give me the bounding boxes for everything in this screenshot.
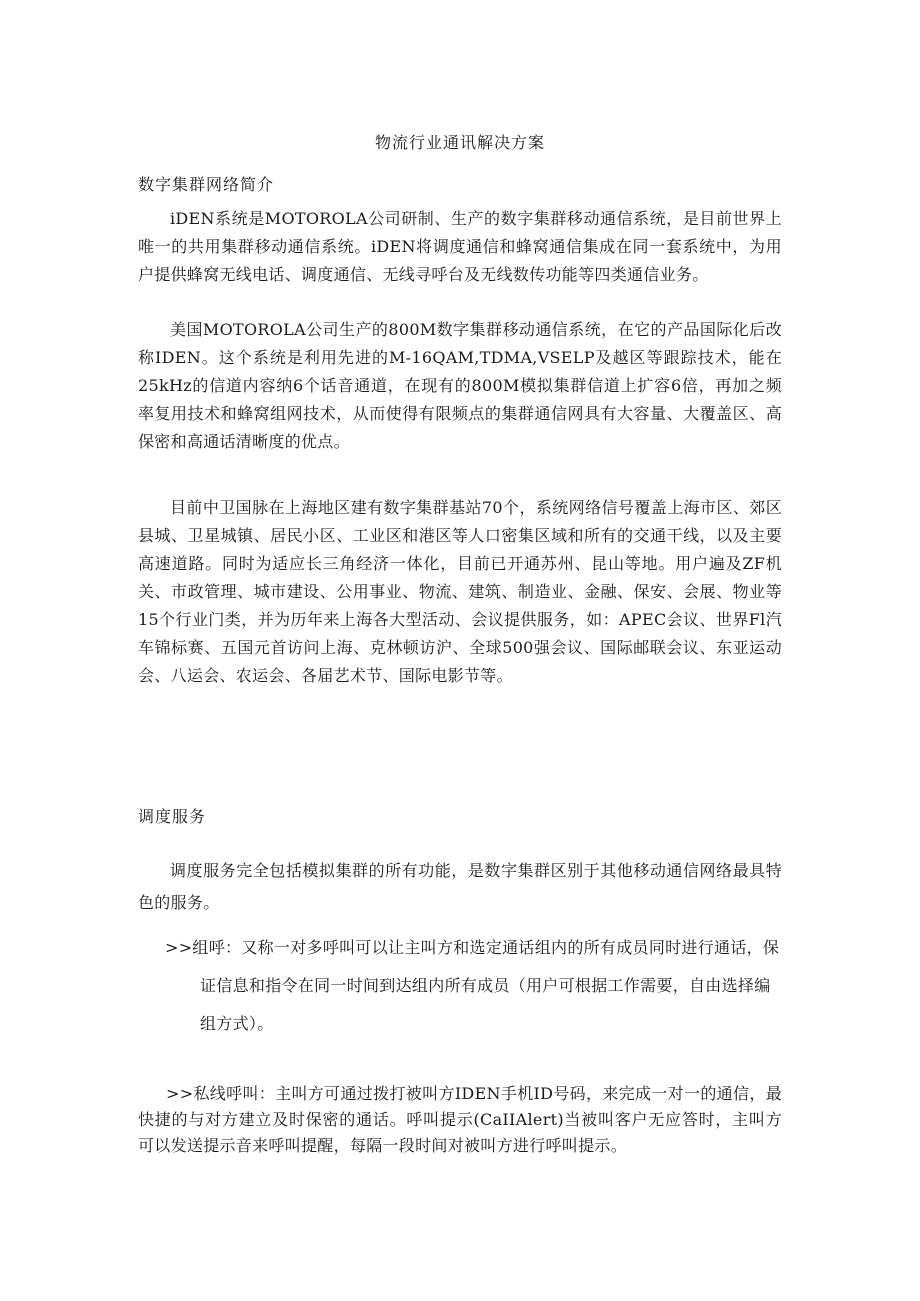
paragraph-shanghai-coverage: 目前中卫国脉在上海地区建有数字集群基站70个，系统网络信号覆盖上海市区、郊区县城、卫星城镇、居民小区、工业区和港区等人口密集区域和所有的交通干线，以及主要高速道路。同时为适应长三角经济一体化，目前已开通苏州、昆山等地。用户遍及ZF机关、市政管理、城市建设、公用事业、物流、建筑、制造业、金融、保安、会展、物业等15个行业门类，并为历年来上海各大型活动、会议提供服务，如：APEC会议、世界Fl汽车锦标赛、五国元首访问上海、克林顿访沪、全球500强会议、国际邮联会议、东亚运动会、八运会、农运会、各届艺术节、国际电影节等。 (138, 498, 782, 685)
paragraph-motorola-system: 美国MOTOROLA公司生产的800M数字集群移动通信系统，在它的产品国际化后改称IDEN。这个系统是利用先进的M-16QAM,TDMA,VSELP及越区等跟踪技术，能在25kHz的信道内容纳6个话音通道，在现有的800M模拟集群信道上扩容6倍，再加之频率复用技术和蜂窝组网技术，从而使得有限频点的集群通信网具有大容量、大覆盖区、高保密和高通话清晰度的优点。 (138, 320, 782, 451)
list-item-private-call: >>私线呼叫：主叫方可通过拨打被叫方IDEN手机ID号码，来完成一对一的通信，最快捷的与对方建立及时保密的通话。呼叫提示(CaIIAlert)当被叫客户无应答时，主叫方可以发送提示音来呼叫提醒，每隔一段时间对被叫方进行呼叫提示。 (138, 1084, 782, 1155)
paragraph-iden-overview: iDEN系统是MOTOROLA公司研制、生产的数字集群移动通信系统，是目前世界上唯一的共用集群移动通信系统。iDEN将调度通信和蜂窝通信集成在同一套系统中，为用户提供蜂窝无线电话、调度通信、无线寻呼台及无线数传功能等四类通信业务。 (138, 209, 782, 284)
list-item-group-call: >>组呼：又称一对多呼叫可以让主叫方和选定通话组内的所有成员同时进行通话，保证信息和指令在同一时间到达组内所有成员（用户可根据工作需要，自由选择编组方式）。 (165, 938, 780, 1033)
document-title: 物流行业通讯解决方案 (374, 133, 545, 152)
section-heading-dispatch-service: 调度服务 (138, 807, 207, 826)
paragraph-dispatch-intro: 调度服务完全包括模拟集群的所有功能，是数字集群区别于其他移动通信网络最具特色的服务。 (138, 861, 782, 912)
section-heading-network-intro: 数字集群网络简介 (138, 175, 275, 194)
